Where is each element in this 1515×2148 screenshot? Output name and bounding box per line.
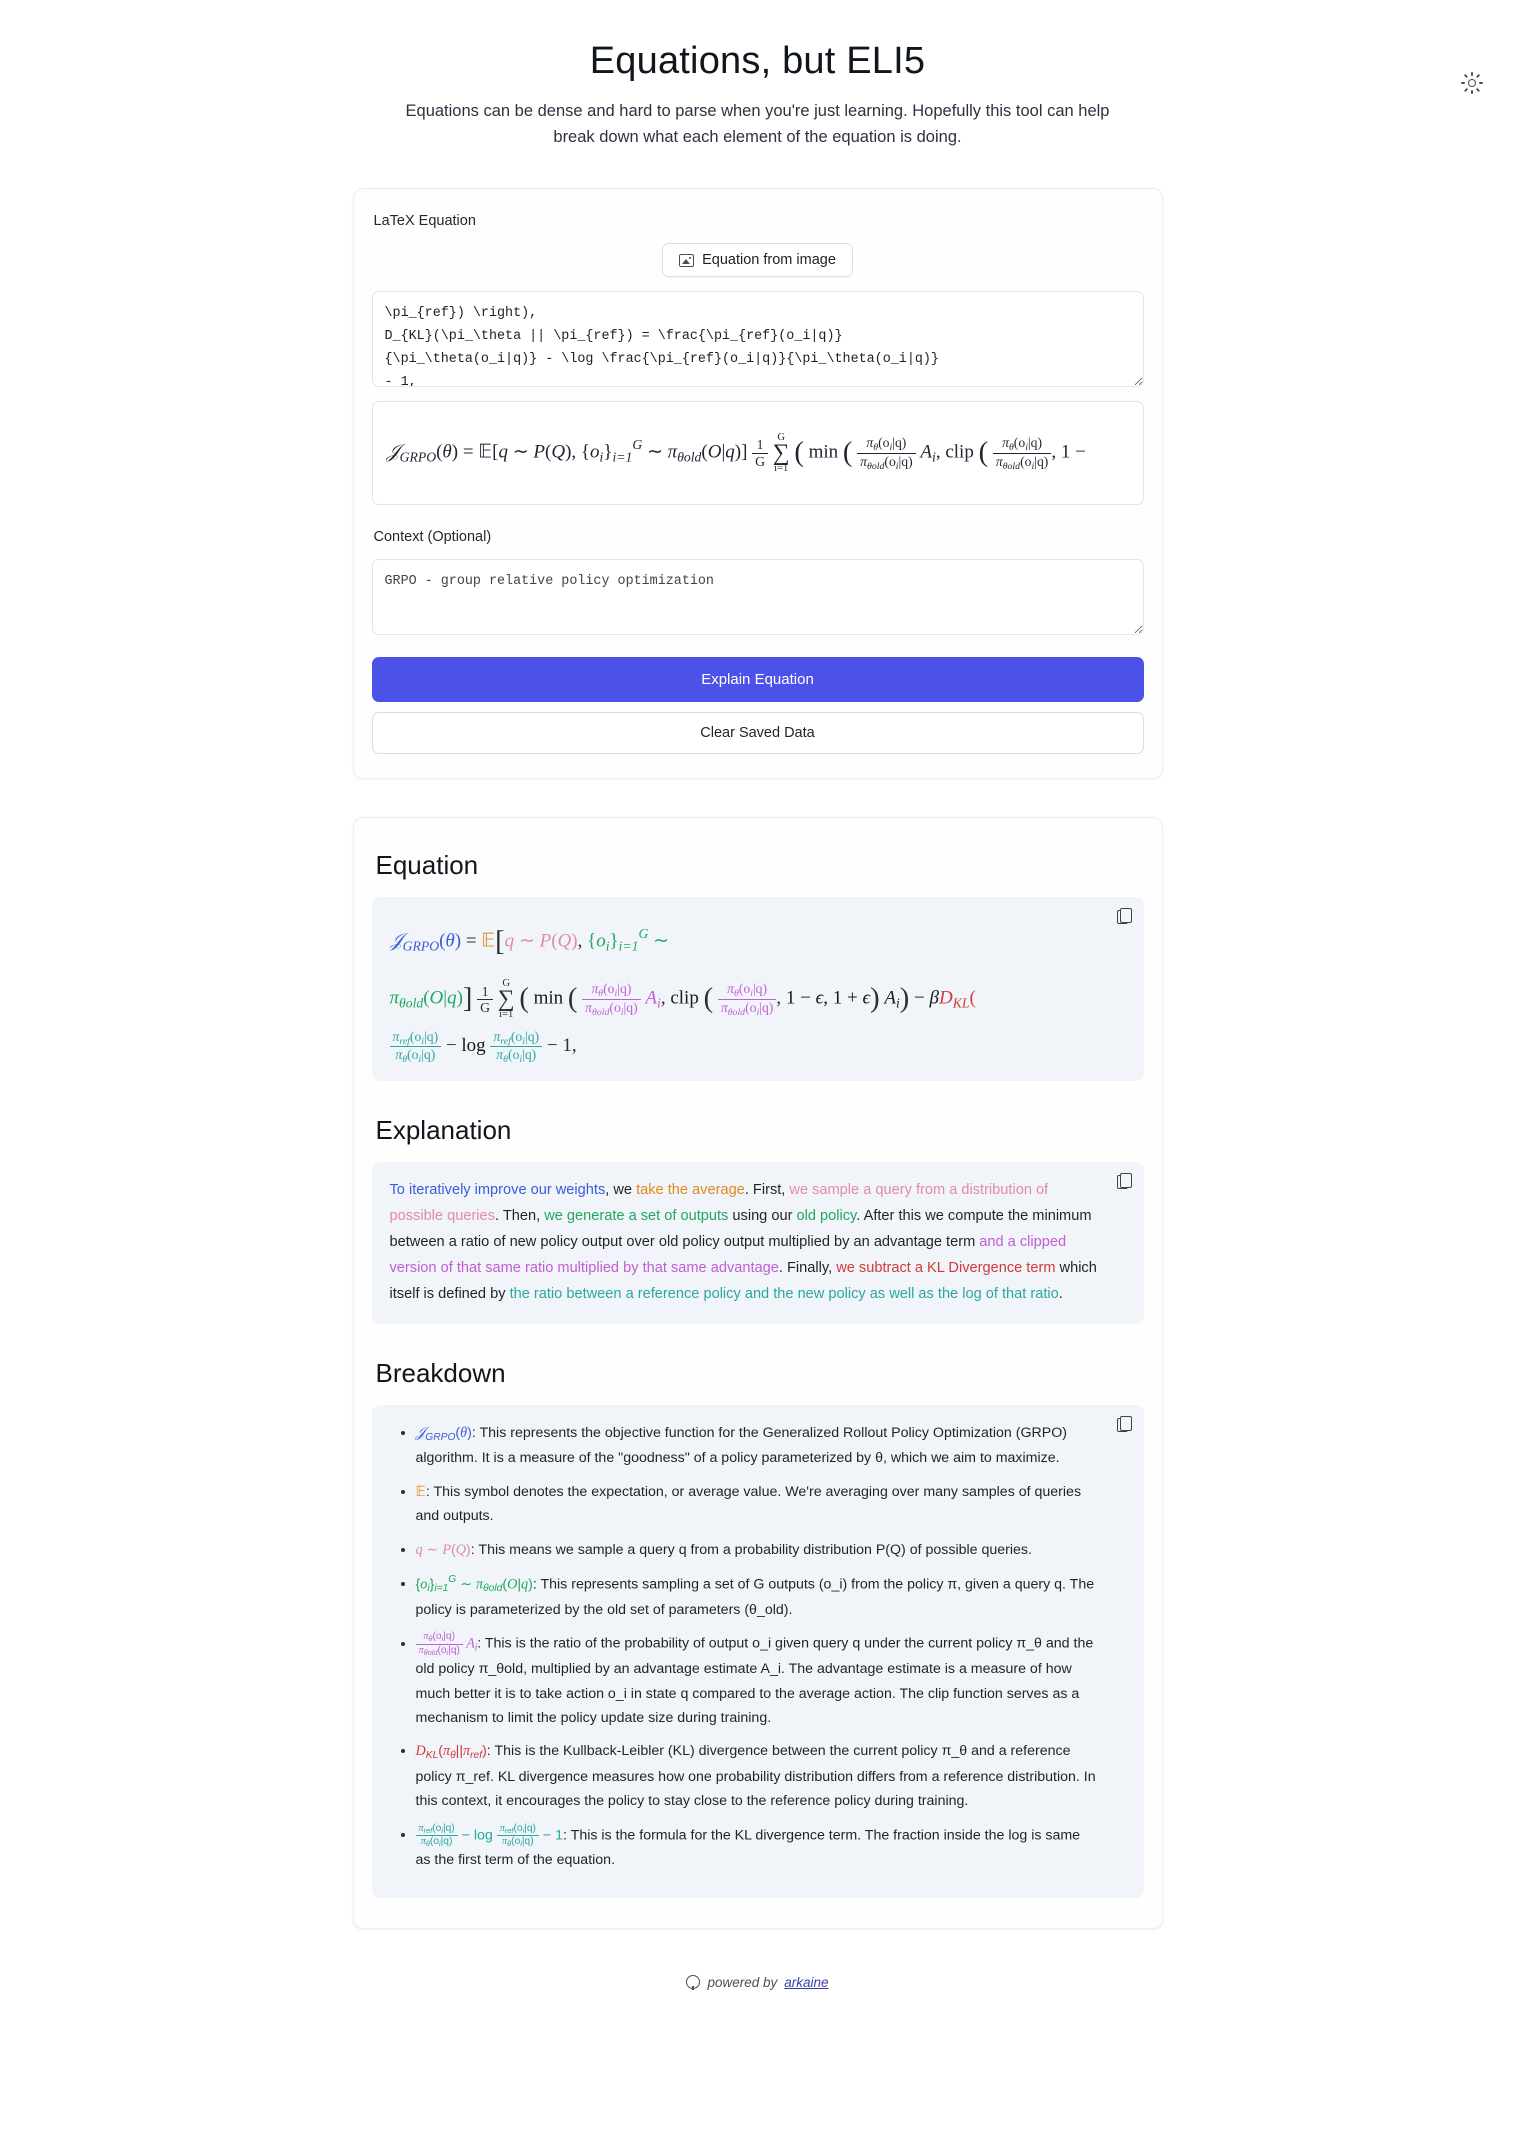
breakdown-item-text: This represents the objective function for the Generalized Rollout Policy Optimization (GRPO) algorithm. It is a measure of the "goodness" of a policy parameterized by θ, which we aim to maximize. (415, 1424, 1067, 1467)
breakdown-item-text: This is the Kullback-Leibler (KL) divergence between the current policy π_θ and a reference policy π_ref. KL divergence measures how one probability distribution differs from a reference distribution. In this context, it encourages the policy to stay close to the reference policy during training. (415, 1743, 1096, 1810)
context-input[interactable] (372, 559, 1144, 635)
list-item: • q ∼ P(Q): This means we sample a query q from a probability distribution P(Q) of possible queries. (416, 1538, 1098, 1562)
explanation-segment-3: . First, (744, 1182, 790, 1199)
list-item: • $\frac{\pi_{ref}(o_i|q)}{\pi_\theta(o_i|q)}$ − log $\frac{\pi_{ref}(o_i|q)}{\pi_\theta(o_i|q)}$ − 1: This is the formula for the KL divergence term. The fraction inside the log is same as the first term of the equation. (416, 1823, 1098, 1873)
list-item: • $\{o_i\}_{i=1}^G$ ∼ $\pi_{\theta old}(O|q)$: This represents sampling a set of G outputs (o_i) from the policy π, given a query q. The policy is parameterized by the old set of parameters (θ_old). (416, 1571, 1098, 1622)
copy-breakdown-button[interactable] (1115, 1415, 1132, 1434)
footer-link[interactable]: arkaine (784, 1974, 829, 1990)
context-field-label: Context (Optional) (373, 529, 492, 546)
theme-toggle-button[interactable] (1455, 66, 1489, 100)
breakdown-item-text: This means we sample a query q from a probability distribution P(Q) of possible queries. (478, 1541, 1032, 1558)
equation-panel (372, 897, 1144, 1081)
image-icon (679, 254, 694, 267)
explanation-segment-10: and a clipped version of that same ratio multiplied by that same advantage (389, 1234, 1067, 1277)
footer-prefix: powered by (707, 1974, 778, 1990)
footer (0, 1975, 1515, 1990)
breakdown-item-text: This is the formula for the KL divergence term. The fraction inside the log is same as the first term of the equation. (415, 1827, 1081, 1869)
list-item: • 𝒥$_{GRPO}$(θ): This represents the objective function for the Generalized Rollout Policy Optimization (GRPO) algorithm. It is a measure of the "goodness" of a policy parameterized by θ, which we aim to maximize. (416, 1421, 1098, 1471)
results-card (353, 817, 1163, 1929)
explanation-segment-2: take the average (636, 1182, 745, 1199)
input-card (353, 188, 1163, 779)
explanation-text (390, 1178, 1098, 1308)
explanation-segment-15: . (1058, 1286, 1063, 1302)
explanation-segment-7: using our (728, 1208, 797, 1225)
explanation-segment-4: we sample a query from a distribution of possible queries (389, 1182, 1049, 1225)
breakdown-list (390, 1421, 1098, 1873)
page-title: Equations, but ELI5 (589, 40, 926, 82)
github-icon (686, 1975, 700, 1989)
explanation-segment-1: , we (605, 1182, 637, 1199)
breakdown-item-text: This represents sampling a set of G outputs (o_i) from the policy π, given a query q. The policy is parameterized by the old set of parameters (θ_old). (415, 1576, 1095, 1618)
page-root (0, 40, 1515, 2030)
image-button-row (372, 243, 1144, 277)
explanation-segment-12: we subtract a KL Divergence term (836, 1260, 1056, 1277)
list-item: • $D_{KL}(\pi_\theta||\pi_{ref})$: This is the Kullback-Leibler (KL) divergence between the current policy π_θ and a reference policy π_ref. KL divergence measures how one probability distribution differs from a reference distribution. In this context, it encourages the policy to stay close to the reference policy during training. (416, 1739, 1098, 1813)
explain-equation-button[interactable]: Explain Equation (372, 657, 1144, 702)
equation-from-image-label: Equation from image (702, 252, 836, 269)
explanation-segment-9: . After this we compute the minimum between a ratio of new policy output over old policy output multiplied by an advantage term (389, 1208, 1092, 1251)
equation-from-image-button[interactable] (662, 243, 853, 277)
explanation-segment-11: . Finally, (778, 1260, 837, 1277)
explanation-segment-14: the ratio between a reference policy and the new policy as well as the log of that ratio (509, 1286, 1059, 1302)
explanation-segment-0: To iteratively improve our weights (389, 1182, 606, 1199)
list-item: • $\frac{\pi_\theta(o_i|q)}{\pi_{\theta old}(o_i|q)}$ $A_i$: This is the ratio of the probability of output o_i given query q under the current policy π_θ and the old policy π_θold, multiplied by an advantage estimate A_i. The advantage estimate is a measure of how much better it is to take action o_i in state q compared to the average action. The clip function serves as a mechanism to limit the policy update size during training. (416, 1631, 1098, 1730)
explanation-segment-6: we generate a set of outputs (544, 1208, 729, 1225)
breakdown-item-text: This symbol denotes the expectation, or average value. We're averaging over many samples of queries and outputs. (415, 1483, 1082, 1525)
rendered-equation: 𝒥$_{GRPO}$(θ) = 𝔼[q ∼ P(Q), $\{o_i\}_{i=1}^G$ ∼ $\pi_{\theta old}(O|q)$] $\frac{1}{G}$ G ∑ i=1 ( min ( $\frac{\pi_\theta(o_i|q)}{\pi_{\theta old}(o_i|q)}$ $A_i$, clip ( $\frac{\pi_\theta(o_i|q)}{\pi_{\theta old}(o_i|q)}$ , 1 − ϵ, 1 + ϵ) $A_i) - \beta D_{KL}$( $\frac{\pi_{ref}(o_i|q)}{\pi_\theta(o_i|q)}$ − log $\frac{\pi_{ref}(o_i|q)}{\pi_\theta(o_i|q)}$ − 1, (389, 926, 976, 1066)
equation-preview: 𝒥$_{GRPO}$(θ) = 𝔼[q ∼ P(Q), $\{o_i\}_{i=1}^G$ ∼ $\pi_{\theta old}(O|q)$] $\frac{1}{G}$ G ∑ i=1 ( min ( $\frac{\pi_\theta(o_i|q)}{\pi_{\theta old}(o_i|q)}$ $A_i$, clip ( $\frac{\pi_\theta(o_i|q)}{\pi_{\theta old}(o_i|q)}$ , 1 − (372, 401, 1144, 505)
equation-heading: Equation (375, 850, 479, 881)
copy-explanation-button[interactable] (1115, 1172, 1132, 1191)
breakdown-panel (372, 1405, 1144, 1898)
clear-saved-data-button[interactable]: Clear Saved Data (372, 712, 1144, 754)
latex-field-label: LaTeX Equation (373, 213, 476, 230)
copy-equation-button[interactable] (1115, 907, 1132, 926)
explanation-segment-13: which itself is defined by (389, 1260, 1097, 1302)
explanation-segment-5: . Then, (494, 1208, 545, 1225)
explanation-heading: Explanation (375, 1115, 512, 1146)
breakdown-item-text: This is the ratio of the probability of output o_i given query q under the current policy π_θ and the old policy π_θold, multiplied by an advantage estimate A_i. The advantage estimate is a measure of how much better it is to take action o_i in state q compared to the average action. The clip function serves as a mechanism to limit the policy update size during training. (415, 1635, 1094, 1727)
latex-input[interactable] (372, 291, 1144, 387)
list-item: • 𝔼: This symbol denotes the expectation, or average value. We're averaging over many samples of queries and outputs. (416, 1480, 1098, 1529)
breakdown-heading: Breakdown (375, 1357, 506, 1388)
sun-icon (1464, 75, 1480, 91)
explanation-segment-8: old policy (796, 1208, 857, 1225)
page-subtitle: Equations can be dense and hard to parse when you're just learning. Hopefully this tool can help break down what each element of the equation is doing. (405, 102, 1110, 146)
explanation-panel (372, 1162, 1144, 1324)
